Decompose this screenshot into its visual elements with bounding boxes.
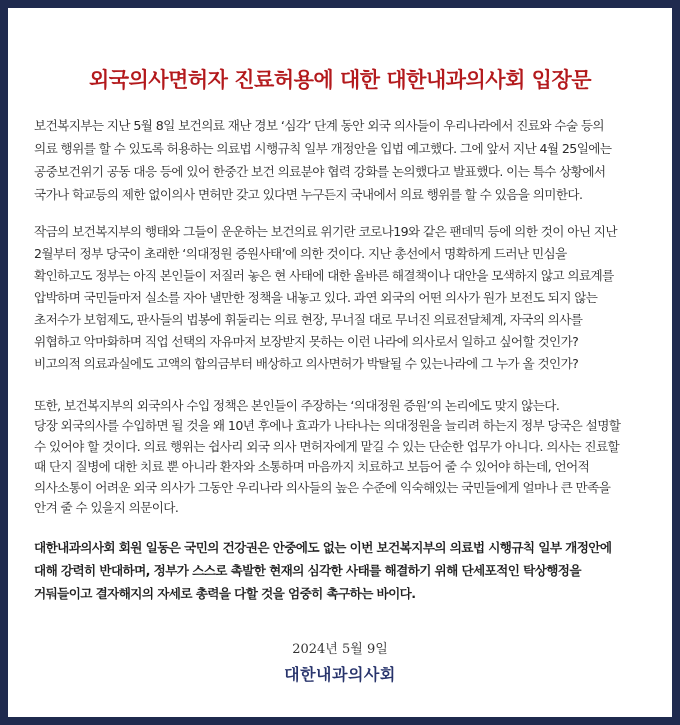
text-line: 안겨 줄 수 있을지 의문이다. bbox=[34, 499, 179, 515]
text-line: 비고의적 의료과실에도 고액의 합의금부터 배상하고 의사면허가 박탈될 수 있는나라에 그 누가 올 것인가? bbox=[34, 356, 579, 371]
organization-signature: 대한내과의사회 bbox=[284, 665, 396, 684]
statement-document bbox=[8, 8, 672, 717]
text-line: 작금의 보건복지부의 행태와 그들이 운운하는 보건의료 위기란 코로나19와 같은 팬데믹 등에 의한 것이 아닌 지난 bbox=[34, 224, 617, 239]
paragraph-1 bbox=[34, 114, 648, 206]
text-line: 수 있어야 할 것이다. 의료 행위는 쉽사리 외국 의사 면허자에게 맡길 수 있는 단순한 업무가 아니다. 의사는 진료할 bbox=[34, 438, 620, 454]
text-line: 확인하고도 정부는 아직 본인들이 저질러 놓은 현 사태에 대한 올바른 해결책이나 대안을 모색하지 않고 의료계를 bbox=[34, 268, 614, 283]
text-line: 위협하고 악마화하며 직업 선택의 자유마저 보장받지 못하는 이런 나라에 의사로서 일하고 싶어할 것인가? bbox=[34, 334, 579, 349]
text-line: 초저수가 보험제도, 판사들의 법봉에 휘둘리는 의료 현장, 무너질 대로 무너진 의료전달체계, 자국의 의사를 bbox=[34, 312, 583, 327]
text-line: 국가나 학교등의 제한 없이의사 면허만 갖고 있다면 누구든지 국내에서 의료 행위를 할 수 있음을 의미한다. bbox=[34, 187, 583, 202]
text-line: 의료 행위를 할 수 있도록 허용하는 의료법 시행규칙 일부 개정안을 입법 예고했다. 그에 앞서 지난 4월 25일에는 bbox=[34, 141, 612, 156]
text-line: 또한, 보건복지부의 외국의사 수입 정책은 본인들이 주장하는 ‘의대정원 증원’의 논리에도 맞지 않는다. bbox=[34, 398, 560, 413]
text-line: 때 단지 질병에 대한 치료 뿐 아니라 환자와 소통하며 마음까지 치료하고 보듬어 줄 수 있어야 하는데, 언어적 bbox=[34, 459, 590, 475]
text-line: 보건복지부는 지난 5월 8일 보건의료 재난 경보 ‘심각’ 단계 동안 외국 의사들이 우리나라에서 진료와 수술 등의 bbox=[34, 118, 604, 133]
text-line: 의사소통이 어려운 외국 의사가 그동안 우리나라 의사들의 높은 수준에 익숙해있는 국민들에게 얼마나 큰 만족을 bbox=[34, 479, 611, 495]
text-line: 대한내과의사회 회원 일동은 국민의 건강권은 안중에도 없는 이번 보건복지부의 의료법 시행규칙 일부 개정안에 bbox=[34, 540, 612, 555]
document-title: 외국의사면허자 진료허용에 대한 대한내과의사회 입장문 bbox=[88, 68, 592, 92]
text-line: 당장 외국의사를 수입하면 될 것을 왜 10년 후에나 효과가 나타나는 의대정원을 늘리려 하는지 정부 당국은 설명할 bbox=[34, 418, 621, 434]
text-line: 거둬들이고 결자해지의 자세로 총력을 다할 것을 엄중히 촉구하는 바이다. bbox=[34, 586, 416, 601]
text-line: 2월부터 정부 당국이 초래한 ‘의대정원 증원사태’에 의한 것이다. 지난 총선에서 명확하게 드러난 민심을 bbox=[34, 246, 567, 261]
paragraph-2 bbox=[34, 221, 648, 375]
text-line: 대해 강력히 반대하며, 정부가 스스로 촉발한 현재의 심각한 사태를 해결하기 위해 단세포적인 탁상행정을 bbox=[34, 563, 581, 578]
statement-date: 2024년 5월 9일 bbox=[292, 642, 388, 657]
paragraph-4-resolution bbox=[34, 536, 648, 605]
paragraph-3 bbox=[34, 396, 648, 518]
text-line: 압박하며 국민들마저 실소를 자아 낼만한 정책을 내놓고 있다. 과연 외국의 어떤 의사가 원가 보전도 되지 않는 bbox=[34, 290, 598, 305]
text-line: 공중보건위기 공동 대응 등에 있어 한중간 보건 의료분야 협력 강화를 논의했다고 발표했다. 이는 특수 상황에서 bbox=[34, 164, 606, 179]
